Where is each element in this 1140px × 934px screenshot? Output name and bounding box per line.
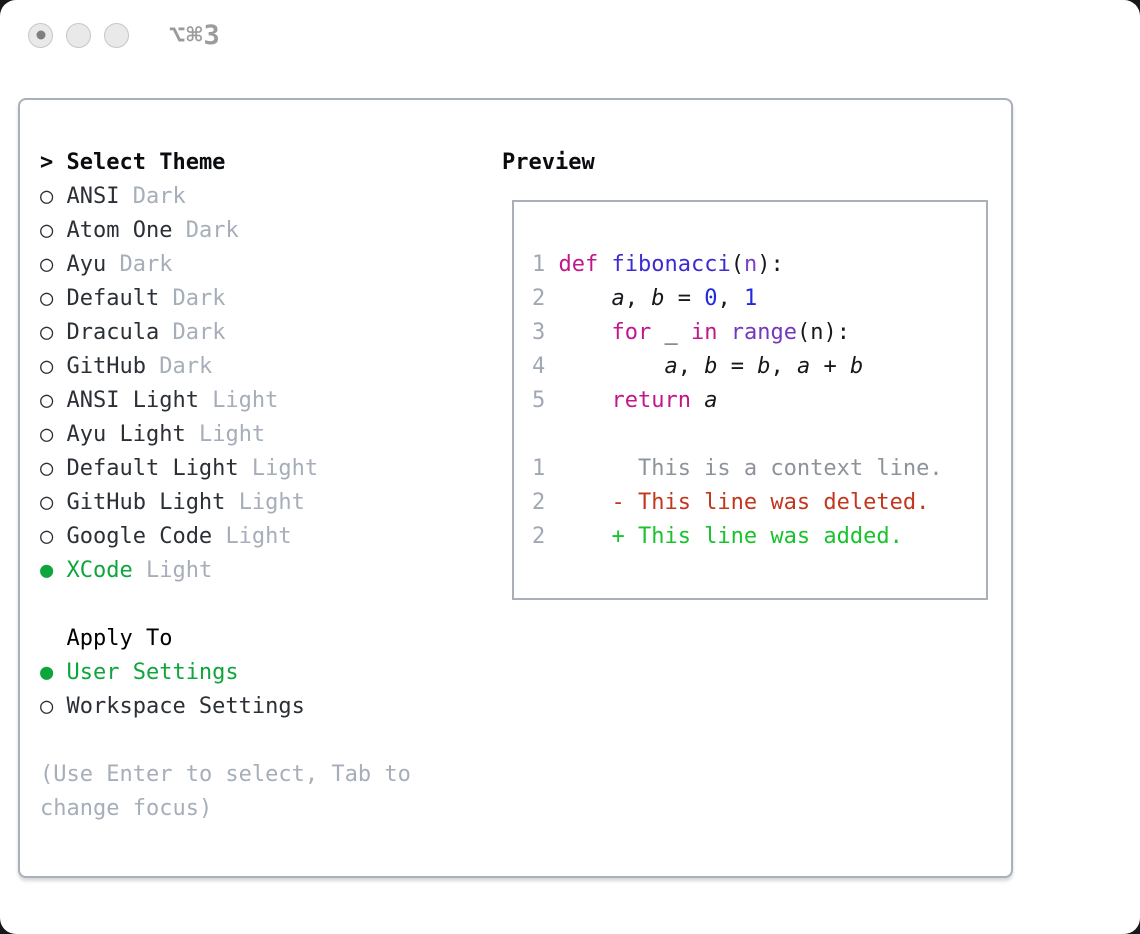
line-number: 2 [532,286,546,311]
code-line: 3 for _ in range(n): [532,316,986,350]
selected-radio-icon: ● [40,558,54,583]
radio-icon: ○ [40,252,54,277]
theme-column [40,146,502,876]
line-number: 5 [532,388,546,413]
apply-option-user-settings[interactable] [40,656,502,690]
theme-item-atom-one[interactable] [40,214,502,248]
radio-icon: ○ [40,524,54,549]
theme-list [40,180,502,588]
theme-item-label: ANSI Light [66,388,199,413]
theme-variant-label: Dark [185,218,239,243]
radio-icon: ○ [40,490,54,515]
theme-selector-panel [18,98,1013,878]
theme-variant-label: Dark [132,184,186,209]
theme-item-default-light[interactable] [40,452,502,486]
line-number: 3 [532,320,546,345]
window-controls [28,23,129,48]
theme-item-ansi-light[interactable] [40,384,502,418]
theme-item-label: ANSI [66,184,120,209]
select-theme-header: > Select Theme [40,150,226,175]
theme-item-ayu-light[interactable] [40,418,502,452]
radio-icon: ○ [40,286,54,311]
theme-item-default[interactable] [40,282,502,316]
theme-item-xcode[interactable] [40,554,502,588]
radio-icon: ○ [40,354,54,379]
preview-code [532,248,986,554]
theme-variant-label: Light [212,388,279,413]
apply-option-workspace-settings[interactable] [40,690,502,724]
theme-item-label: Ayu Light [66,422,186,447]
radio-icon: ○ [40,456,54,481]
preview-box [512,200,988,600]
theme-item-label: GitHub [66,354,146,379]
radio-icon: ○ [40,320,54,345]
theme-variant-label: Light [198,422,266,447]
theme-item-label: Default [66,286,160,311]
window-minimize-button[interactable] [66,23,91,48]
radio-icon: ○ [40,694,54,719]
code-line: 2 a, b = 0, 1 [532,282,986,316]
theme-variant-label: Light [238,490,305,515]
theme-variant-label: Dark [159,354,213,379]
apply-option-label: Workspace Settings [66,694,305,719]
apply-to-header: Apply To [66,626,173,651]
theme-item-google-code[interactable] [40,520,502,554]
code-line: 1 def fibonacci(n): [532,248,986,282]
theme-item-github-light[interactable] [40,486,502,520]
line-number: 2 [532,524,546,549]
theme-variant-label: Light [225,524,292,549]
theme-item-label: Default Light [66,456,239,481]
theme-item-ayu[interactable] [40,248,502,282]
line-number: 1 [532,252,546,277]
preview-column [502,146,988,876]
window-zoom-button[interactable] [104,23,129,48]
theme-item-label: Google Code [66,524,213,549]
theme-variant-label: Light [251,456,319,481]
theme-item-label: Dracula [66,320,160,345]
apply-to-list [40,656,502,724]
line-number: 1 [532,456,546,481]
code-line: 2 - This line was deleted. [532,486,986,520]
theme-item-github[interactable] [40,350,502,384]
radio-icon: ○ [40,388,54,413]
usage-hint: (Use Enter to select, Tab to change focus) [40,762,411,821]
theme-item-label: GitHub Light [66,490,226,515]
line-number: 2 [532,490,546,515]
titlebar [0,0,1140,70]
code-line: 2 + This line was added. [532,520,986,554]
theme-item-dracula[interactable] [40,316,502,350]
theme-variant-label: Dark [172,320,226,345]
radio-icon: ○ [40,422,54,447]
theme-item-label: XCode [66,558,133,583]
radio-icon: ○ [40,218,54,243]
line-number: 4 [532,354,546,379]
code-line: 1 This is a context line. [532,452,986,486]
code-line [532,418,986,452]
theme-item-label: Atom One [66,218,173,243]
theme-variant-label: Dark [172,286,226,311]
selected-radio-icon: ● [40,660,54,685]
radio-icon: ○ [40,184,54,209]
code-line: 5 return a [532,384,986,418]
theme-item-label: Ayu [66,252,107,277]
preview-header: Preview [502,150,595,175]
window-close-button[interactable] [28,23,53,48]
apply-option-label: User Settings [66,660,239,685]
theme-variant-label: Light [145,558,213,583]
theme-variant-label: Dark [119,252,173,277]
code-line: 4 a, b = b, a + b [532,350,986,384]
theme-item-ansi[interactable] [40,180,502,214]
keyboard-shortcut-label: ⌥⌘3 [169,19,221,51]
